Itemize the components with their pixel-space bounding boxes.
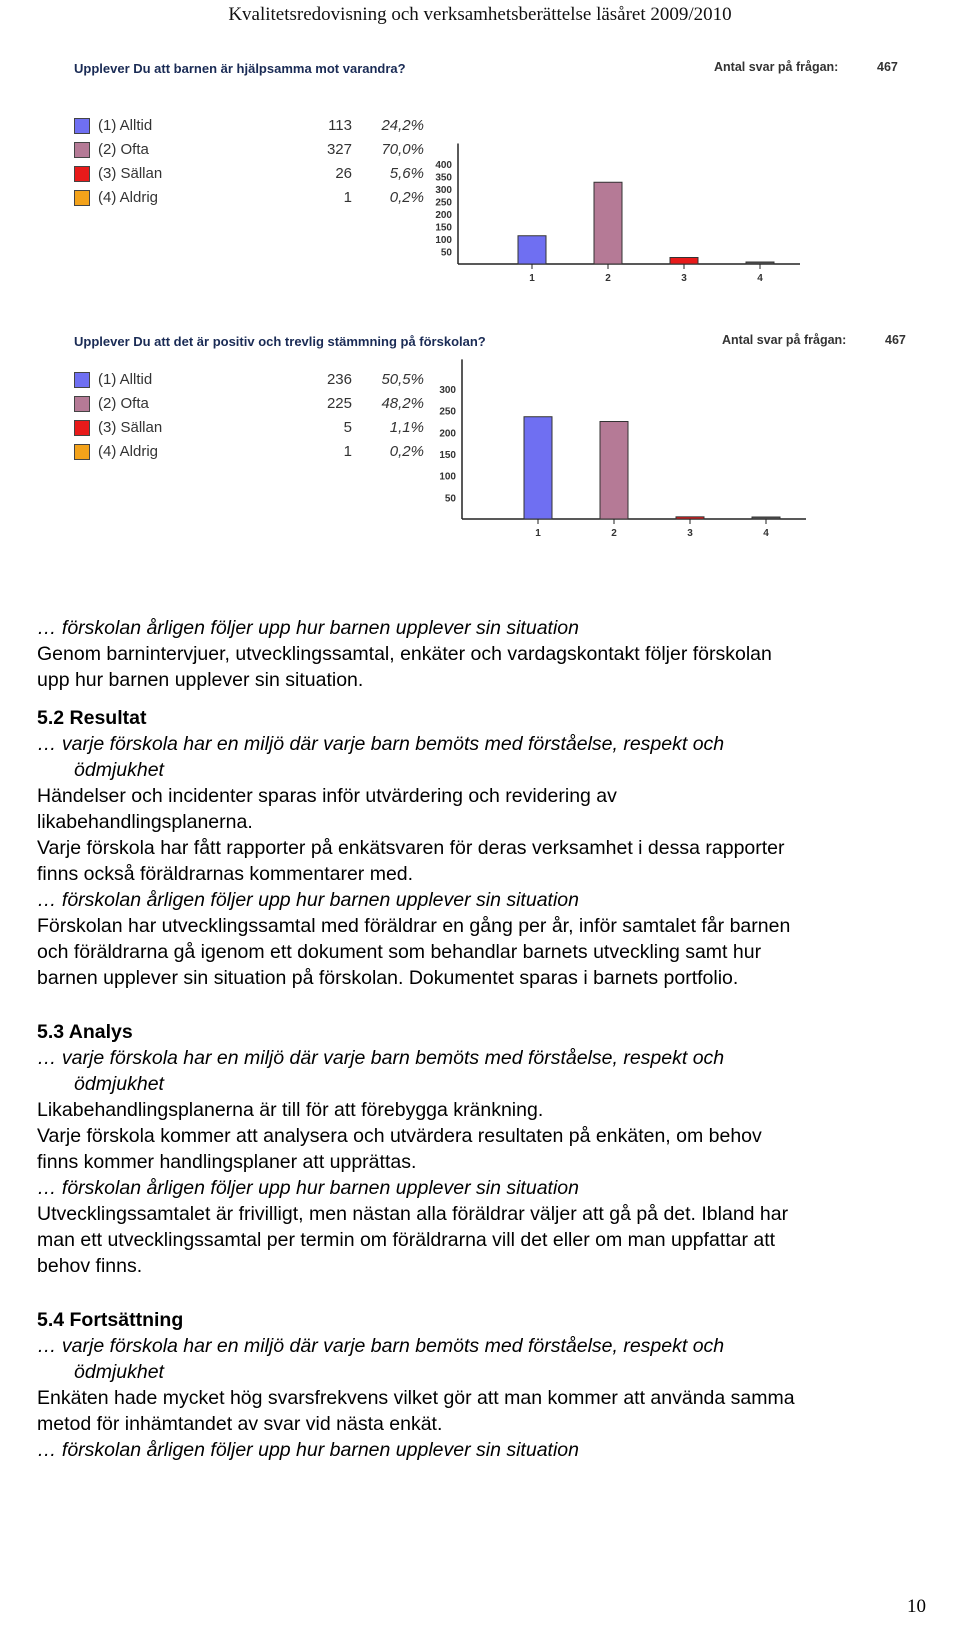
legend-swatch <box>74 396 90 412</box>
legend-item <box>74 418 434 440</box>
goal-line: … varje förskola har en miljö där varje barn bemöts med förståelse, respekt och <box>37 1047 725 1069</box>
x-tick-label: 1 <box>535 528 541 539</box>
paragraph-line: likabehandlingsplanerna. <box>37 811 253 833</box>
bar <box>600 422 628 520</box>
legend-label: (3) Sällan <box>98 419 163 436</box>
y-tick-label: 250 <box>435 197 452 209</box>
answers-total: 467 <box>877 60 898 74</box>
y-tick-label: 200 <box>439 428 456 440</box>
legend-count: 1 <box>343 443 352 460</box>
bar-plot <box>430 361 854 539</box>
legend-item <box>74 116 434 138</box>
paragraph-line: upp hur barnen upplever sin situation. <box>37 669 364 691</box>
legend-percent: 1,1% <box>389 419 424 436</box>
goal-line: ödmjukhet <box>74 1073 164 1095</box>
page-header: Kvalitetsredovisning och verksamhetsberättelse läsåret 2009/2010 <box>228 4 732 25</box>
paragraph-line: barnen upplever sin situation på förskolan. Dokumentet sparas i barnets portfolio. <box>37 967 739 989</box>
legend-swatch <box>74 190 90 206</box>
legend-percent: 24,2% <box>381 117 424 134</box>
bar <box>524 417 552 519</box>
x-tick-label: 4 <box>757 273 763 284</box>
legend-item <box>74 370 434 392</box>
section-heading-5-3: 5.3 Analys <box>37 1021 133 1043</box>
paragraph-line: metod för inhämtandet av svar vid nästa enkät. <box>37 1413 443 1435</box>
legend-item <box>74 394 434 416</box>
bar-plot <box>426 108 846 284</box>
paragraph-line: Varje förskola har fått rapporter på enkätsvaren för deras verksamhet i dessa rapporter <box>37 837 785 859</box>
legend-label: (3) Sällan <box>98 165 163 182</box>
y-tick-label: 100 <box>435 235 452 246</box>
y-tick-label: 250 <box>439 406 456 418</box>
legend-swatch <box>74 372 90 388</box>
x-tick-label: 3 <box>687 528 693 539</box>
y-tick-label: 50 <box>440 247 452 259</box>
legend-percent: 48,2% <box>381 395 424 412</box>
paragraph-line: behov finns. <box>37 1255 143 1277</box>
goal-line: ödmjukhet <box>74 1361 164 1383</box>
legend-label: (2) Ofta <box>98 395 149 412</box>
legend-count: 113 <box>328 117 352 134</box>
y-tick-label: 150 <box>435 222 452 234</box>
x-tick-label: 1 <box>529 273 535 284</box>
bar <box>594 182 622 264</box>
x-tick-label: 3 <box>681 273 687 284</box>
legend-percent: 50,5% <box>381 371 424 388</box>
legend-swatch <box>74 420 90 436</box>
goal-line: ödmjukhet <box>74 759 164 781</box>
bar <box>518 236 546 264</box>
legend-label: (4) Aldrig <box>98 189 159 206</box>
x-tick-label: 4 <box>763 528 769 539</box>
legend-item <box>74 140 434 162</box>
goal-line: … förskolan årligen följer upp hur barnen upplever sin situation <box>37 617 579 639</box>
legend-count: 26 <box>335 165 352 182</box>
survey-chart-helpful <box>66 60 926 290</box>
legend-item <box>74 188 434 210</box>
y-tick-label: 150 <box>439 450 456 461</box>
chart-question: Upplever Du att det är positiv och trevlig stämmning på förskolan? <box>74 334 486 349</box>
paragraph-line: och föräldrarna gå igenom ett dokument som behandlar barnets utveckling samt hur <box>37 941 762 963</box>
y-tick-label: 300 <box>435 185 452 196</box>
legend-label: (1) Alltid <box>98 117 153 134</box>
bar-plot-svg <box>426 108 846 284</box>
survey-chart-atmosphere <box>66 333 926 548</box>
y-tick-label: 300 <box>439 385 456 396</box>
body-text <box>37 615 927 1463</box>
legend-swatch <box>74 118 90 134</box>
paragraph-line: finns också föräldrarnas kommentarer med. <box>37 863 414 885</box>
legend-count: 327 <box>326 141 352 158</box>
goal-line: … förskolan årligen följer upp hur barnen upplever sin situation <box>37 1439 579 1461</box>
paragraph-line: Händelser och incidenter sparas inför utvärdering och revidering av <box>37 785 617 807</box>
chart-question: Upplever Du att barnen är hjälpsamma mot varandra? <box>74 61 406 76</box>
legend-percent: 0,2% <box>389 443 424 460</box>
y-tick-label: 200 <box>435 210 452 221</box>
legend-item <box>74 442 434 464</box>
section-heading-5-2: 5.2 Resultat <box>37 707 147 729</box>
answers-total: 467 <box>885 333 906 347</box>
legend-count: 1 <box>343 189 352 206</box>
paragraph-line: man ett utvecklingssamtal per termin om föräldrarna vill det eller om man uppfattar att <box>37 1229 776 1251</box>
goal-line: … förskolan årligen följer upp hur barnen upplever sin situation <box>37 889 579 911</box>
legend-percent: 70,0% <box>381 141 424 158</box>
x-tick-label: 2 <box>605 273 611 284</box>
paragraph-line: Likabehandlingsplanerna är till för att förebygga kränkning. <box>37 1099 544 1121</box>
legend-swatch <box>74 444 90 460</box>
legend-swatch <box>74 166 90 182</box>
legend-label: (1) Alltid <box>98 371 153 388</box>
bar <box>670 258 698 265</box>
paragraph-line: Utvecklingssamtalet är frivilligt, men nästan alla föräldrar väljer att gå på det. Ibland har <box>37 1203 789 1225</box>
legend-label: (2) Ofta <box>98 141 149 158</box>
paragraph-line: Genom barnintervjuer, utvecklingssamtal, enkäter och vardagskontakt följer förskolan <box>37 643 772 665</box>
y-tick-label: 350 <box>435 172 452 184</box>
legend-swatch <box>74 142 90 158</box>
y-tick-label: 50 <box>444 493 456 505</box>
legend-count: 225 <box>326 395 352 412</box>
paragraph-line: Enkäten hade mycket hög svarsfrekvens vilket gör att man kommer att använda samma <box>37 1387 795 1409</box>
bar <box>676 517 704 519</box>
legend-count: 236 <box>326 371 352 388</box>
legend-percent: 0,2% <box>389 189 424 206</box>
legend-percent: 5,6% <box>389 165 424 182</box>
goal-line: … förskolan årligen följer upp hur barnen upplever sin situation <box>37 1177 579 1199</box>
x-tick-label: 2 <box>611 528 617 539</box>
paragraph-line: finns kommer handlingsplaner att upprättas. <box>37 1151 417 1173</box>
legend-label: (4) Aldrig <box>98 443 159 460</box>
goal-line: … varje förskola har en miljö där varje barn bemöts med förståelse, respekt och <box>37 733 725 755</box>
answers-label: Antal svar på frågan: <box>714 60 839 74</box>
bar <box>752 517 780 519</box>
y-tick-label: 400 <box>435 160 452 171</box>
goal-line: … varje förskola har en miljö där varje barn bemöts med förståelse, respekt och <box>37 1335 725 1357</box>
paragraph-line: Varje förskola kommer att analysera och utvärdera resultaten på enkäten, om behov <box>37 1125 762 1147</box>
bar <box>746 262 774 264</box>
bar-plot-svg <box>430 361 854 539</box>
y-tick-label: 100 <box>439 471 456 483</box>
section-heading-5-4: 5.4 Fortsättning <box>37 1309 184 1331</box>
page-number: 10 <box>907 1596 926 1617</box>
paragraph-line: Förskolan har utvecklingssamtal med föräldrar en gång per år, inför samtalet får barnen <box>37 915 791 937</box>
legend-count: 5 <box>343 419 352 436</box>
legend-item <box>74 164 434 186</box>
answers-label: Antal svar på frågan: <box>722 333 847 347</box>
